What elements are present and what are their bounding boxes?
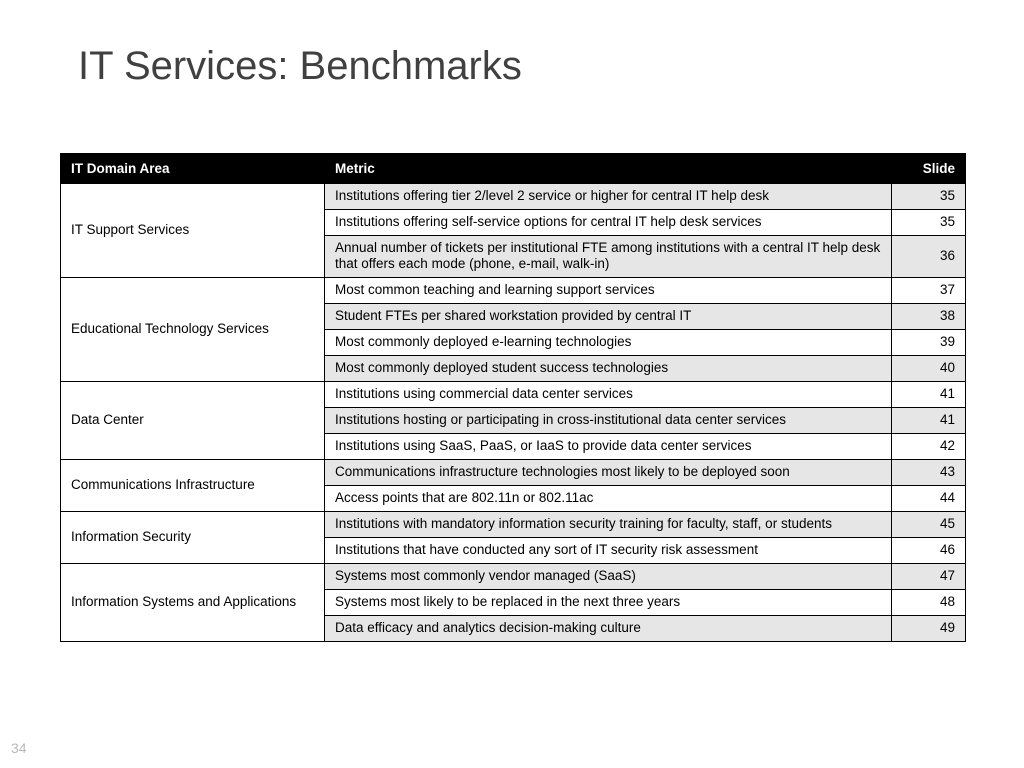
page-title: IT Services: Benchmarks bbox=[78, 44, 522, 88]
slide-number-cell: 49 bbox=[892, 616, 966, 642]
domain-cell: Educational Technology Services bbox=[61, 278, 325, 382]
domain-cell: Information Systems and Applications bbox=[61, 564, 325, 642]
page-number: 34 bbox=[11, 740, 27, 756]
metric-cell: Most commonly deployed e-learning technologies bbox=[325, 330, 892, 356]
slide-number-cell: 43 bbox=[892, 460, 966, 486]
slide-number-cell: 42 bbox=[892, 434, 966, 460]
table-header-row bbox=[61, 154, 966, 184]
slide-number-cell: 35 bbox=[892, 210, 966, 236]
domain-cell: IT Support Services bbox=[61, 184, 325, 278]
slide-number-cell: 41 bbox=[892, 382, 966, 408]
domain-cell: Communications Infrastructure bbox=[61, 460, 325, 512]
slide-number-cell: 40 bbox=[892, 356, 966, 382]
metric-cell: Institutions hosting or participating in cross-institutional data center services bbox=[325, 408, 892, 434]
metric-cell: Systems most likely to be replaced in the next three years bbox=[325, 590, 892, 616]
metric-cell: Most common teaching and learning support services bbox=[325, 278, 892, 304]
table-row bbox=[61, 460, 966, 486]
slide-number-cell: 48 bbox=[892, 590, 966, 616]
slide-number-cell: 35 bbox=[892, 184, 966, 210]
slide-number-cell: 46 bbox=[892, 538, 966, 564]
table-row bbox=[61, 382, 966, 408]
metric-cell: Communications infrastructure technologies most likely to be deployed soon bbox=[325, 460, 892, 486]
metric-cell: Institutions that have conducted any sort of IT security risk assessment bbox=[325, 538, 892, 564]
slide-number-cell: 36 bbox=[892, 236, 966, 278]
metric-cell: Institutions using SaaS, PaaS, or IaaS to provide data center services bbox=[325, 434, 892, 460]
slide-number-cell: 37 bbox=[892, 278, 966, 304]
slide-number-cell: 45 bbox=[892, 512, 966, 538]
metric-cell: Student FTEs per shared workstation provided by central IT bbox=[325, 304, 892, 330]
table-row bbox=[61, 512, 966, 538]
domain-cell: Data Center bbox=[61, 382, 325, 460]
table-row bbox=[61, 278, 966, 304]
table-row bbox=[61, 184, 966, 210]
slide-number-cell: 47 bbox=[892, 564, 966, 590]
domain-cell: Information Security bbox=[61, 512, 325, 564]
benchmarks-table bbox=[60, 153, 966, 642]
metric-cell: Access points that are 802.11n or 802.11ac bbox=[325, 486, 892, 512]
slide-number-cell: 44 bbox=[892, 486, 966, 512]
metric-cell: Institutions offering self-service options for central IT help desk services bbox=[325, 210, 892, 236]
metric-cell: Institutions offering tier 2/level 2 service or higher for central IT help desk bbox=[325, 184, 892, 210]
slide-number-cell: 38 bbox=[892, 304, 966, 330]
header-metric: Metric bbox=[325, 154, 892, 184]
metric-cell: Institutions using commercial data center services bbox=[325, 382, 892, 408]
metric-cell: Annual number of tickets per institutional FTE among institutions with a central IT help desk that offers each mode (phone, e-mail, walk-in) bbox=[325, 236, 892, 278]
header-domain: IT Domain Area bbox=[61, 154, 325, 184]
table-row bbox=[61, 564, 966, 590]
slide-number-cell: 39 bbox=[892, 330, 966, 356]
metric-cell: Institutions with mandatory information security training for faculty, staff, or students bbox=[325, 512, 892, 538]
slide-number-cell: 41 bbox=[892, 408, 966, 434]
metric-cell: Data efficacy and analytics decision-making culture bbox=[325, 616, 892, 642]
metric-cell: Most commonly deployed student success technologies bbox=[325, 356, 892, 382]
metric-cell: Systems most commonly vendor managed (SaaS) bbox=[325, 564, 892, 590]
header-slide: Slide bbox=[892, 154, 966, 184]
